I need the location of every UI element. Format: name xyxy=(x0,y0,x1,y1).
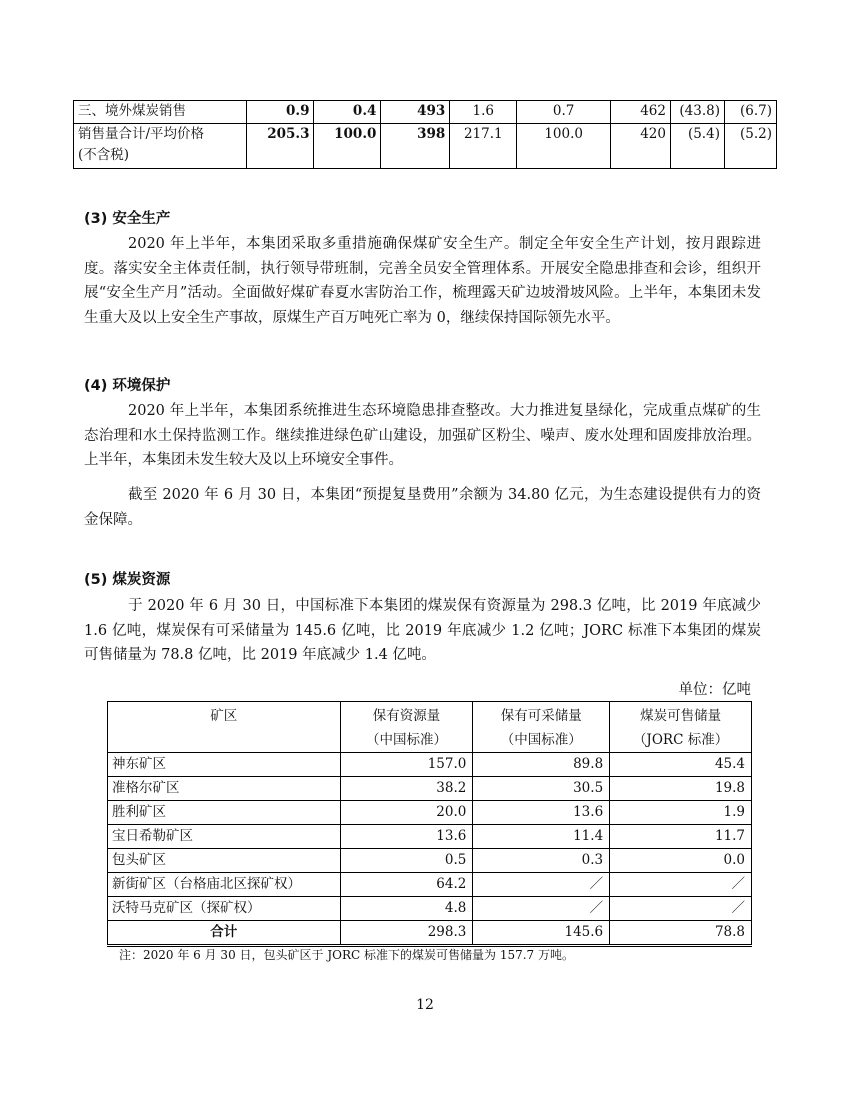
table-cell: 0.0 xyxy=(610,849,752,873)
header-cell xyxy=(473,702,610,753)
table-row xyxy=(108,753,752,777)
table-cell: 45.4 xyxy=(610,753,752,777)
section-heading-environment: (4) 环境保护 xyxy=(84,378,171,394)
header-label: 矿区 xyxy=(210,708,238,724)
not-applicable-cell: ／ xyxy=(610,897,752,921)
table-cell: 1.9 xyxy=(610,801,752,825)
page-number: 12 xyxy=(416,997,434,1013)
section-heading-resources: (5) 煤炭资源 xyxy=(84,572,171,588)
table-cell: 89.8 xyxy=(473,753,610,777)
table-row xyxy=(108,897,752,921)
table-row xyxy=(74,124,777,169)
paragraph-resources: 于 2020 年 6 月 30 日，中国标准下本集团的煤炭保有资源量为 298.3 亿吨，比 2019 年底减少 1.6 亿吨，煤炭保有可采储量为 145.6 亿吨，比 2019 年底减少 1.2 亿吨；JORC 标准下本集团的煤炭可售储量为 78.8 亿吨，比 2019 年底减少 1.4 亿吨。 xyxy=(84,598,761,663)
row-label: 三、境外煤炭销售 xyxy=(74,101,247,124)
table-row xyxy=(108,801,752,825)
not-applicable-cell: ／ xyxy=(473,873,610,897)
footnote: 注：2020 年 6 月 30 日，包头矿区于 JORC 标准下的煤炭可售储量为 157.7 万吨。 xyxy=(119,948,574,962)
section-heading-safety: (3) 安全生产 xyxy=(84,211,171,227)
table-cell: 13.6 xyxy=(473,801,610,825)
paragraph-safety: 2020 年上半年，本集团采取多重措施确保煤矿安全生产。制定全年安全生产计划，按月跟踪进度。落实安全主体责任制，执行领导带班制，完善全员安全管理体系。开展安全隐患排查和会诊，组织开展“安全生产月”活动。全面做好煤矿春夏水害防治工作，梳理露天矿边坡滑坡风险。上半年，本集团未发生重大及以上安全生产事故，原煤生产百万吨死亡率为 0，继续保持国际领先水平。 xyxy=(84,236,761,326)
header-sublabel: （中国标准） xyxy=(500,732,582,748)
total-cell: 145.6 xyxy=(473,921,610,946)
header-sublabel: （JORC 标准） xyxy=(632,732,729,748)
row-label-line2: (不含税) xyxy=(78,147,130,163)
mine-name: 神东矿区 xyxy=(108,753,341,777)
table-cell: 0.9 xyxy=(246,101,314,124)
table-cell: 13.6 xyxy=(340,825,473,849)
table-cell: 11.7 xyxy=(610,825,752,849)
mine-name: 宝日希勒矿区 xyxy=(108,825,341,849)
table-row xyxy=(108,777,752,801)
table-cell: 398 xyxy=(381,124,450,169)
unit-label: 单位：亿吨 xyxy=(678,682,751,698)
table-cell: (5.4) xyxy=(670,124,724,169)
resource-table xyxy=(107,701,752,947)
table-total-row xyxy=(108,921,752,946)
paragraph-environment-1: 2020 年上半年，本集团系统推进生态环境隐患排查整改。大力推进复垦绿化，完成重点煤矿的生态治理和水土保持监测工作。继续推进绿色矿山建设，加强矿区粉尘、噪声、废水处理和固废排放治理。上半年，本集团未发生较大及以上环境安全事件。 xyxy=(84,403,761,468)
header-label: 煤炭可售储量 xyxy=(640,708,722,724)
table-cell: 493 xyxy=(381,101,450,124)
row-label-line1: 销售量合计/平均价格 xyxy=(78,126,205,142)
table-cell: 19.8 xyxy=(610,777,752,801)
table-cell: 0.7 xyxy=(517,101,611,124)
mine-name: 新街矿区（台格庙北区探矿权） xyxy=(108,873,341,897)
table-row xyxy=(108,849,752,873)
table-cell: 64.2 xyxy=(340,873,473,897)
header-cell xyxy=(610,702,752,753)
total-cell: 298.3 xyxy=(340,921,473,946)
table-cell: 0.3 xyxy=(473,849,610,873)
table-cell: 462 xyxy=(611,101,671,124)
mine-name: 准格尔矿区 xyxy=(108,777,341,801)
table-cell: 205.3 xyxy=(246,124,314,169)
table-cell: 217.1 xyxy=(450,124,517,169)
table-cell: 11.4 xyxy=(473,825,610,849)
header-label: 保有资源量 xyxy=(372,708,441,724)
table-row xyxy=(74,101,777,124)
header-sublabel: （中国标准） xyxy=(365,732,447,748)
mine-name: 沃特马克矿区（探矿权） xyxy=(108,897,341,921)
table-cell: 0.4 xyxy=(314,101,381,124)
table-header-row xyxy=(108,702,752,753)
table-cell: 20.0 xyxy=(340,801,473,825)
table-cell: (5.2) xyxy=(724,124,776,169)
total-cell: 78.8 xyxy=(610,921,752,946)
table-cell: 1.6 xyxy=(450,101,517,124)
table-cell: 38.2 xyxy=(340,777,473,801)
row-label xyxy=(74,124,247,169)
mine-name: 包头矿区 xyxy=(108,849,341,873)
header-label: 保有可采储量 xyxy=(500,708,582,724)
table-row xyxy=(108,825,752,849)
not-applicable-cell: ／ xyxy=(473,897,610,921)
total-label: 合计 xyxy=(108,921,341,946)
table-cell: (43.8) xyxy=(670,101,724,124)
table-row xyxy=(108,873,752,897)
table-cell: 420 xyxy=(611,124,671,169)
header-cell xyxy=(108,702,341,753)
table-cell: 157.0 xyxy=(340,753,473,777)
table-cell: 30.5 xyxy=(473,777,610,801)
mine-name: 胜利矿区 xyxy=(108,801,341,825)
header-cell xyxy=(340,702,473,753)
table-cell: (6.7) xyxy=(724,101,776,124)
table-cell: 100.0 xyxy=(517,124,611,169)
not-applicable-cell: ／ xyxy=(610,873,752,897)
table-cell: 0.5 xyxy=(340,849,473,873)
table-cell: 100.0 xyxy=(314,124,381,169)
sales-table xyxy=(73,100,777,169)
table-cell: 4.8 xyxy=(340,897,473,921)
paragraph-environment-2: 截至 2020 年 6 月 30 日，本集团“预提复垦费用”余额为 34.80 亿元，为生态建设提供有力的资金保障。 xyxy=(84,487,761,528)
